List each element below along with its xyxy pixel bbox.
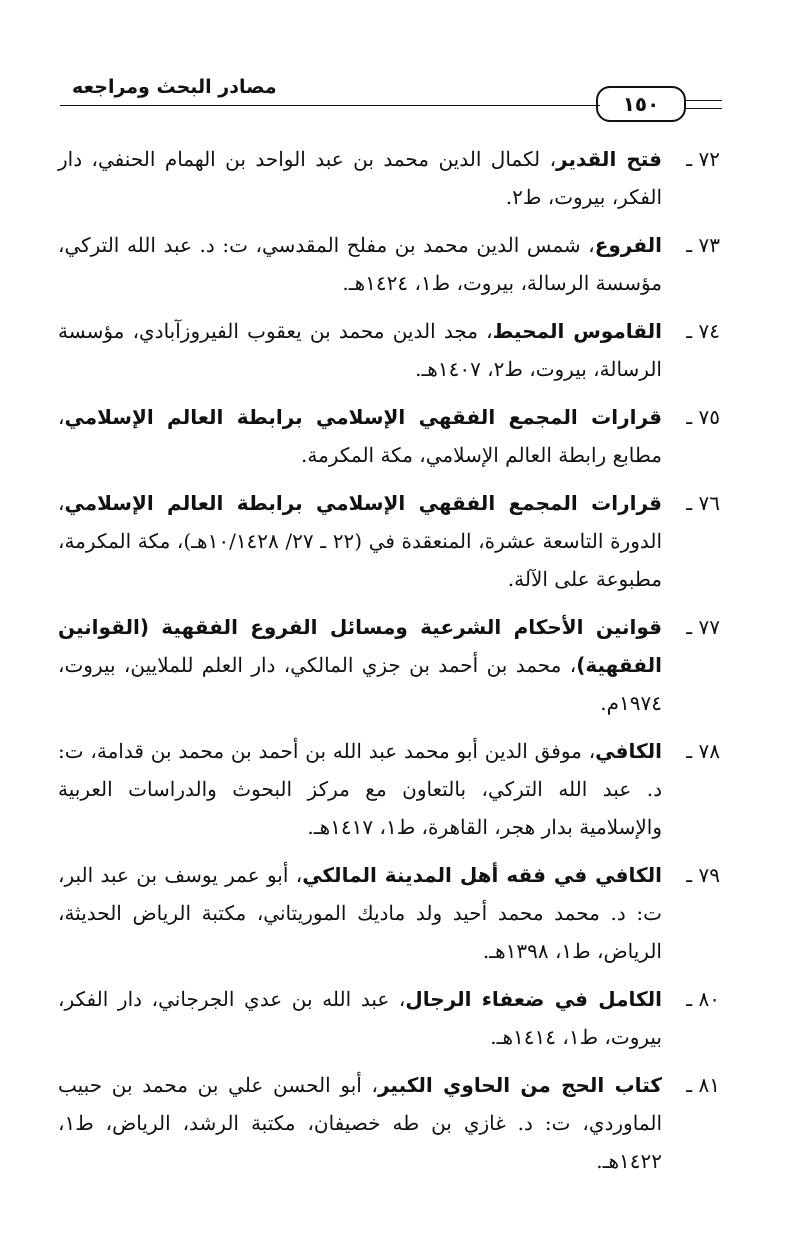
entry-title: قوانين الأحكام الشرعية ومسائل الفروع الفقهية (القوانين الفقهية)	[58, 615, 662, 677]
entry-body	[58, 312, 662, 388]
entry-title: كتاب الحج من الحاوي الكبير	[377, 1073, 662, 1097]
bibliography-entry	[58, 484, 720, 598]
entry-text: ، مجد الدين محمد بن يعقوب الفيروزآبادي، مؤسسة الرسالة، بيروت، ط٢، ١٤٠٧هـ.	[58, 319, 662, 381]
entry-body	[58, 608, 662, 722]
header-rule-double-bottom	[686, 108, 722, 109]
entry-text: ، لكمال الدين محمد بن عبد الواحد بن الهمام الحنفي، دار الفكر، بيروت، ط٢.	[58, 147, 662, 209]
entry-title: قرارات المجمع الفقهي الإسلامي برابطة العالم الإسلامي	[64, 491, 662, 515]
running-title: مصادر البحث ومراجعه	[72, 76, 277, 98]
entry-body	[58, 226, 662, 302]
entry-title: فتح القدير	[556, 147, 663, 171]
entry-text: ، موفق الدين أبو محمد عبد الله بن أحمد بن محمد بن قدامة، ت: د. عبد الله التركي، بالتعاون مع مركز البحوث والدراسات العربية والإسلامية بدار هجر، القاهرة، ط١، ١٤١٧هـ.	[58, 739, 662, 839]
entry-number: ٧٢ ـ	[686, 147, 720, 171]
entry-number: ٧٤ ـ	[686, 319, 720, 343]
entry-body	[58, 856, 662, 970]
entry-text: ، مطابع رابطة العالم الإسلامي، مكة المكرمة.	[58, 405, 662, 467]
entry-text: ، أبو عمر يوسف بن عبد البر، ت: د. محمد محمد أحيد ولد ماديك الموريتاني، مكتبة الرياض الحديثة، الرياض، ط١، ١٣٩٨هـ.	[58, 863, 662, 963]
entry-text: ، أبو الحسن علي بن محمد بن حبيب الماوردي، ت: د. غازي بن طه خصيفان، مكتبة الرشد، الرياض، ط١، ١٤٢٢هـ.	[58, 1073, 662, 1173]
entry-text: ، شمس الدين محمد بن مفلح المقدسي، ت: د. عبد الله التركي، مؤسسة الرسالة، بيروت، ط١، ١٤٢٤هـ.	[58, 233, 662, 295]
bibliography-entry	[58, 398, 720, 474]
entry-number: ٧٥ ـ	[686, 405, 720, 429]
page-header	[60, 72, 720, 122]
entry-number: ٧٦ ـ	[686, 491, 720, 515]
bibliography-entry	[58, 608, 720, 722]
entry-body	[58, 980, 662, 1056]
entry-number: ٨١ ـ	[686, 1073, 720, 1097]
entry-number: ٨٠ ـ	[686, 987, 720, 1011]
bibliography-entry	[58, 980, 720, 1056]
entry-number: ٧٨ ـ	[686, 739, 720, 763]
header-rule	[60, 105, 600, 106]
entry-title: القاموس المحيط	[492, 319, 662, 343]
bibliography-entry	[58, 856, 720, 970]
entry-text: ، الدورة التاسعة عشرة، المنعقدة في (٢٢ ـ ٢٧/ ١٠/١٤٢٨هـ)، مكة المكرمة، مطبوعة على الآلة.	[58, 491, 663, 591]
bibliography-entry	[58, 226, 720, 302]
entry-text: ، محمد بن أحمد بن جزي المالكي، دار العلم للملايين، بيروت، ١٩٧٤م.	[58, 653, 662, 715]
entry-body	[58, 140, 662, 216]
page-number: ١٥٠	[596, 86, 686, 122]
entry-body	[58, 1066, 662, 1180]
entry-body	[58, 732, 662, 846]
bibliography-entry	[58, 732, 720, 846]
entry-body	[58, 398, 662, 474]
bibliography-list	[58, 140, 720, 1190]
header-rule-double-top	[686, 100, 722, 101]
bibliography-entry	[58, 1066, 720, 1180]
entry-number: ٧٩ ـ	[686, 863, 720, 887]
entry-title: الكامل في ضعفاء الرجال	[405, 987, 662, 1011]
entry-body	[58, 484, 662, 598]
entry-text: ، عبد الله بن عدي الجرجاني، دار الفكر، بيروت، ط١، ١٤١٤هـ.	[58, 987, 662, 1049]
entry-title: الكافي في فقه أهل المدينة المالكي	[302, 863, 662, 887]
entry-number: ٧٧ ـ	[686, 615, 720, 639]
entry-number: ٧٣ ـ	[686, 233, 720, 257]
entry-title: الفروع	[594, 233, 662, 257]
entry-title: الكافي	[595, 739, 662, 763]
entry-title: قرارات المجمع الفقهي الإسلامي برابطة العالم الإسلامي	[64, 405, 662, 429]
bibliography-entry	[58, 140, 720, 216]
bibliography-entry	[58, 312, 720, 388]
